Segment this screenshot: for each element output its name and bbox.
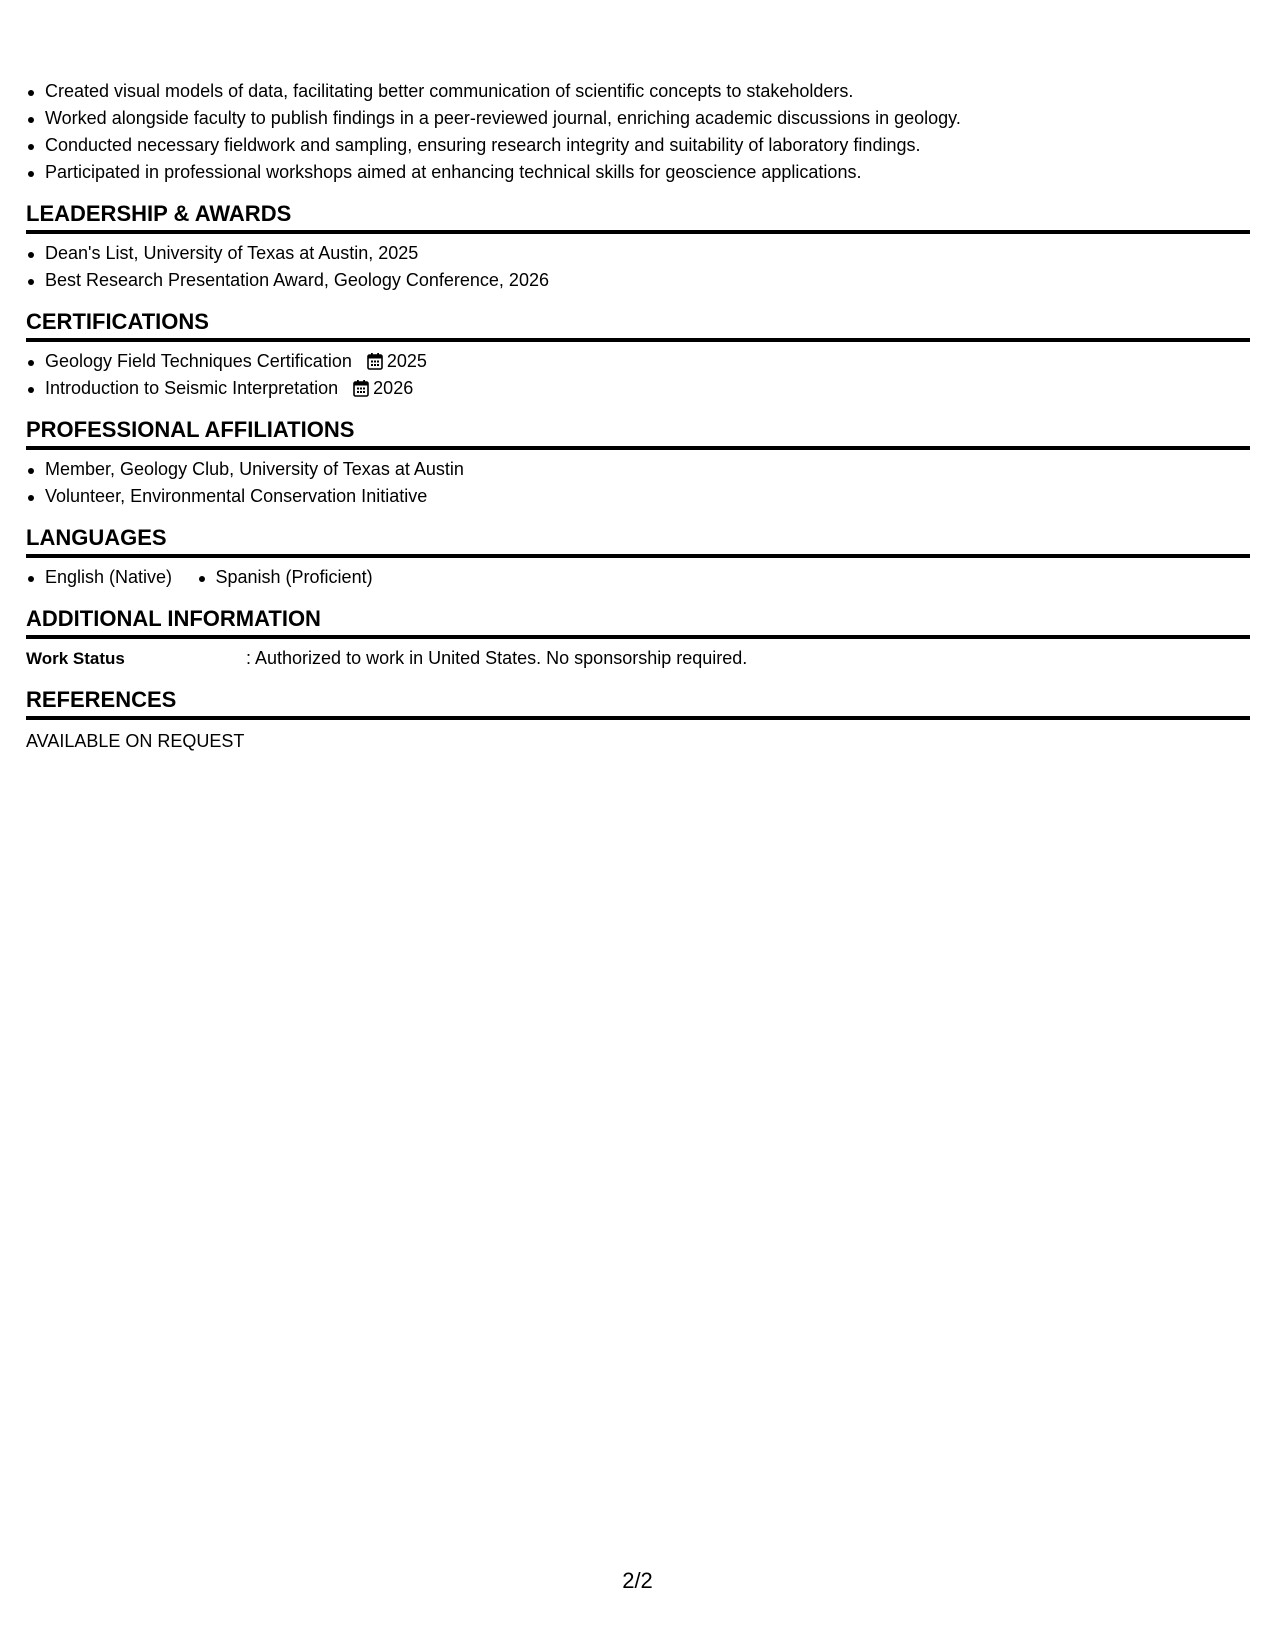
certification-year: 2026 xyxy=(373,378,414,398)
experience-bullet-list xyxy=(26,78,1250,186)
languages-list xyxy=(26,564,1250,591)
affiliations-list xyxy=(26,456,1250,510)
certification-name: Geology Field Techniques Certification xyxy=(45,351,352,371)
affiliation-item: Volunteer, Environmental Conservation Initiative xyxy=(26,483,1250,510)
leadership-heading: LEADERSHIP & AWARDS xyxy=(26,200,1250,234)
affiliation-item: Member, Geology Club, University of Texas at Austin xyxy=(26,456,1250,483)
certification-item xyxy=(26,375,1250,402)
work-status-row xyxy=(26,645,1250,672)
calendar-icon xyxy=(353,379,369,397)
certification-name: Introduction to Seismic Interpretation xyxy=(45,378,339,398)
experience-bullet: Created visual models of data, facilitating better communication of scientific concepts to stakeholders. xyxy=(26,78,1250,105)
leadership-section xyxy=(26,200,1250,294)
languages-section xyxy=(26,524,1250,591)
additional-info-section xyxy=(26,605,1250,672)
certifications-section xyxy=(26,308,1250,402)
experience-bullet: Worked alongside faculty to publish findings in a peer-reviewed journal, enriching academic discussions in geology. xyxy=(26,105,1250,132)
work-status-label: Work Status xyxy=(26,649,125,668)
leadership-item: Best Research Presentation Award, Geology Conference, 2026 xyxy=(26,267,1250,294)
leadership-list xyxy=(26,240,1250,294)
certification-item xyxy=(26,348,1250,375)
language-item: Spanish (Proficient) xyxy=(197,564,373,591)
calendar-icon xyxy=(367,352,383,370)
experience-bullet: Participated in professional workshops aimed at enhancing technical skills for geoscience applications. xyxy=(26,159,1250,186)
leadership-item: Dean's List, University of Texas at Austin, 2025 xyxy=(26,240,1250,267)
references-heading: REFERENCES xyxy=(26,686,1250,720)
page-number: 2/2 xyxy=(622,1568,653,1593)
languages-heading: LANGUAGES xyxy=(26,524,1250,558)
language-item: English (Native) xyxy=(26,564,172,591)
references-section xyxy=(26,686,1250,755)
work-status-value: : Authorized to work in United States. No sponsorship required. xyxy=(246,648,748,668)
certification-year: 2025 xyxy=(386,351,427,371)
references-text: AVAILABLE ON REQUEST xyxy=(26,731,245,751)
experience-bullet: Conducted necessary fieldwork and sampling, ensuring research integrity and suitability of laboratory findings. xyxy=(26,132,1250,159)
resume-page xyxy=(26,78,1250,755)
affiliations-section xyxy=(26,416,1250,510)
certifications-heading: CERTIFICATIONS xyxy=(26,308,1250,342)
certifications-list xyxy=(26,348,1250,402)
additional-info-heading: ADDITIONAL INFORMATION xyxy=(26,605,1250,639)
affiliations-heading: PROFESSIONAL AFFILIATIONS xyxy=(26,416,1250,450)
